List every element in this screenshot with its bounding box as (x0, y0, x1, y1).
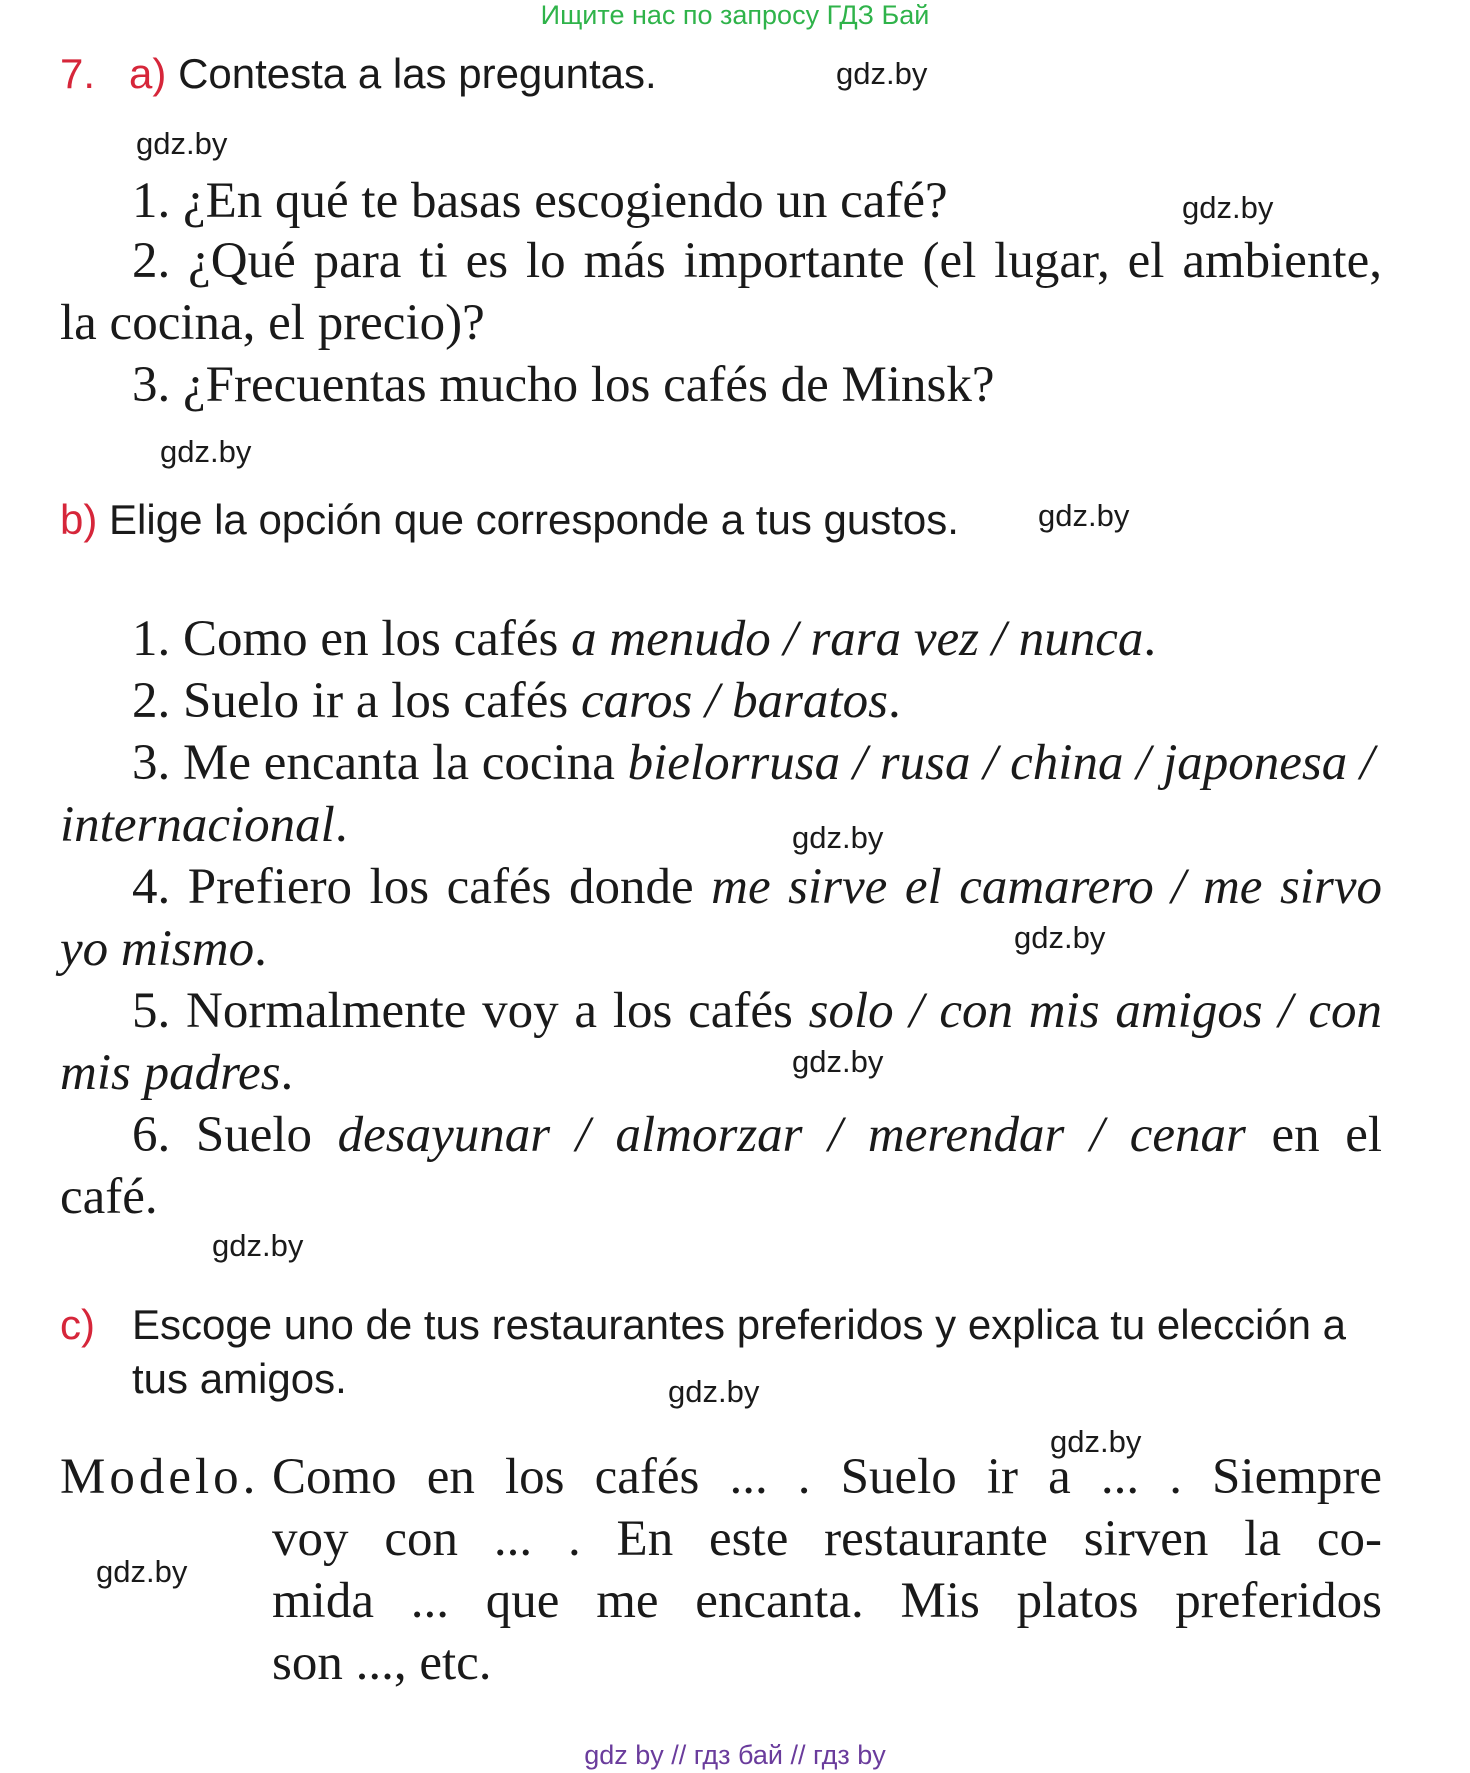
question-2-line-1: 2. ¿Qué para ti es lo más importante (el lugar, el ambiente, (132, 233, 1382, 289)
question-3: 3. ¿Frecuentas mucho los cafés de Minsk? (132, 357, 995, 413)
watermark: gdz.by (160, 434, 252, 469)
option-1: 1. Como en los cafés a menudo / rara vez / nunca. (132, 611, 1157, 667)
modelo-line-4: son ..., etc. (272, 1635, 492, 1691)
modelo-line-2: voy con ... . En este restaurante sirven la co- (272, 1511, 1382, 1567)
section-c-text: Escoge uno de tus restaurantes preferidos y explica tu elección a tus amigos. (132, 1301, 1347, 1402)
watermark: gdz.by (1182, 190, 1274, 225)
option-2-choices: caros / baratos (580, 673, 888, 729)
question-1: 1. ¿En qué te basas escogiendo un café? (132, 173, 948, 229)
option-3: 3. Me encanta la cocina bielorrusa / rusa / china / japonesa / (132, 735, 1375, 791)
section-b-letter: b) (60, 496, 98, 543)
exercise-number: 7. (60, 50, 96, 97)
option-4-choices: me sirve el camarero / me sirvo (711, 859, 1382, 915)
section-a-title: Contesta a las preguntas. (178, 50, 657, 97)
watermark: gdz.by (212, 1228, 304, 1263)
watermark: gdz.by (668, 1374, 760, 1409)
watermark: gdz.by (136, 126, 228, 161)
section-b-heading (60, 496, 959, 544)
modelo-label: Modelo. (60, 1449, 260, 1505)
option-3-line-2: internacional. (60, 797, 348, 853)
section-c-letter: c) (60, 1301, 95, 1348)
option-6-choices: desayunar / almorzar / merendar / cenar (337, 1107, 1246, 1163)
watermark: gdz.by (1038, 498, 1130, 533)
option-1-choices: a menudo / rara vez / nunca (571, 611, 1144, 667)
option-3-choices: bielorrusa / rusa / china / japonesa / (627, 735, 1375, 791)
option-2: 2. Suelo ir a los cafés caros / baratos. (132, 673, 901, 729)
watermark: gdz.by (96, 1554, 188, 1589)
modelo-line-3: mida ... que me encanta. Mis platos preferidos (272, 1573, 1382, 1629)
option-6: 6. Suelo desayunar / almorzar / merendar / cenar en el (132, 1107, 1383, 1163)
footer-links: gdz by // гдз бай // гдз by (584, 1740, 886, 1770)
exercise-heading (60, 50, 657, 98)
option-5-choices: solo / con mis amigos / con (808, 983, 1382, 1039)
option-4: 4. Prefiero los cafés donde me sirve el camarero / me sirvo (132, 859, 1382, 915)
option-5-line-2: mis padres. (60, 1045, 294, 1101)
watermark: gdz.by (792, 820, 884, 855)
option-6-line-2: café. (60, 1169, 158, 1225)
watermark: gdz.by (792, 1044, 884, 1079)
watermark: gdz.by (1014, 920, 1106, 955)
watermark: gdz.by (1050, 1424, 1142, 1459)
option-5: 5. Normalmente voy a los cafés solo / con mis amigos / con (132, 983, 1382, 1039)
section-b-title: Elige la opción que corresponde a tus gustos. (109, 496, 959, 543)
modelo-line-1: Como en los cafés ... . Suelo ir a ... . Siempre (272, 1449, 1382, 1505)
watermark: gdz.by (836, 56, 928, 91)
question-2-line-2: la cocina, el precio)? (60, 295, 485, 351)
option-4-line-2: yo mismo. (60, 921, 267, 977)
top-banner: Ищите нас по запросу ГДЗ Бай (540, 0, 930, 30)
section-a-letter: a) (129, 50, 167, 97)
